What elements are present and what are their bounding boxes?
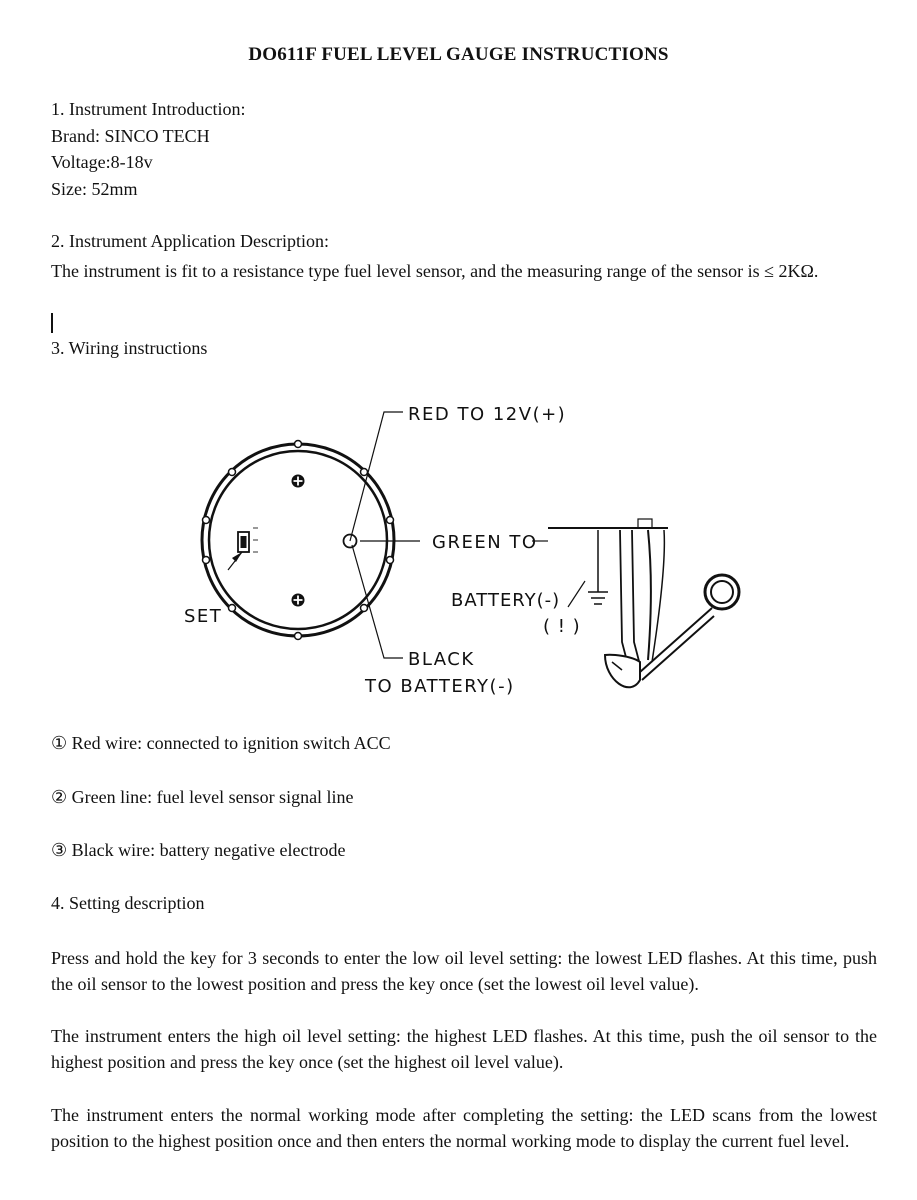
set-label: SET: [184, 606, 223, 627]
section-3-heading: 3. Wiring instructions: [51, 338, 208, 358]
section-1-heading: 1. Instrument Introduction:: [51, 99, 246, 119]
warning-label: ( ! ): [543, 616, 581, 637]
wire-item-red: ① Red wire: connected to ignition switch ACC: [51, 733, 391, 753]
setting-paragraph-2: The instrument enters the high oil level setting: the highest LED flashes. At this time, push the oil sensor to the highest position and press the key once (set the highest oil level value).: [51, 1026, 877, 1072]
gauge-bolt-holes: [203, 441, 394, 640]
wire-item-green: ② Green line: fuel level sensor signal line: [51, 787, 354, 807]
voltage-line: Voltage:8-18v: [51, 152, 153, 172]
size-line: Size: 52mm: [51, 179, 138, 199]
fuel-sensor-icon: [548, 519, 739, 687]
document-title: DO611F FUEL LEVEL GAUGE INSTRUCTIONS: [248, 44, 669, 65]
battery-label: BATTERY(-): [451, 590, 561, 611]
mounting-screw-bottom-icon: [292, 594, 305, 607]
gauge-body: [202, 441, 394, 640]
setting-paragraph-3: The instrument enters the normal working mode after completing the setting: the LED scans from the lowest position to the highest position once and then enters the normal working mode to display the current fuel level.: [51, 1105, 877, 1151]
brand-line: Brand: SINCO TECH: [51, 126, 210, 146]
wiring-diagram: [0, 380, 917, 710]
set-button-icon: [238, 528, 258, 552]
black-wire-label: BLACK: [408, 649, 475, 670]
application-description: The instrument is fit to a resistance type fuel level sensor, and the measuring range of the sensor is ≤ 2KΩ.: [51, 261, 819, 281]
red-wire-label: RED TO 12V(+): [408, 404, 567, 425]
mounting-screw-top-icon: [292, 475, 305, 488]
section-2-heading: 2. Instrument Application Description:: [51, 231, 329, 251]
green-wire-label: GREEN TO: [432, 532, 538, 553]
wire-item-black: ③ Black wire: battery negative electrode: [51, 840, 346, 860]
black-wire-label-line2: TO BATTERY(-): [365, 676, 515, 697]
ground-icon: [588, 592, 608, 604]
text-cursor: [51, 313, 53, 333]
setting-paragraph-1: Press and hold the key for 3 seconds to enter the low oil level setting: the lowest LED flashes. At this time, push the oil sensor to the lowest position and press the key once (set the lowest oil level value).: [51, 948, 877, 994]
section-4-heading: 4. Setting description: [51, 893, 205, 913]
